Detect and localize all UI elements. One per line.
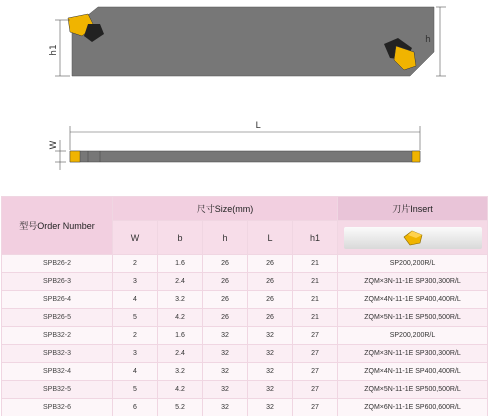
cell-h1: 27 bbox=[293, 399, 338, 416]
cell-b: 3.2 bbox=[158, 363, 203, 381]
L-label: L bbox=[255, 121, 261, 131]
cell-h1: 21 bbox=[293, 255, 338, 273]
cell-model: SPB26-4 bbox=[2, 291, 113, 309]
table-row bbox=[2, 273, 488, 291]
cell-w: 5 bbox=[113, 381, 158, 399]
cell-model: SPB32-3 bbox=[2, 345, 113, 363]
cell-h: 32 bbox=[203, 363, 248, 381]
insert-image bbox=[344, 227, 482, 249]
L-dimension bbox=[70, 126, 420, 150]
w-header: W bbox=[113, 221, 158, 255]
cell-b: 4.2 bbox=[158, 381, 203, 399]
cell-w: 2 bbox=[113, 255, 158, 273]
cell-insert: ZQM×4N-11-1E SP400,400R/L bbox=[338, 291, 488, 309]
insert-icon bbox=[402, 229, 424, 247]
table-row bbox=[2, 363, 488, 381]
cell-l: 32 bbox=[248, 327, 293, 345]
cell-h: 26 bbox=[203, 309, 248, 327]
cell-l: 32 bbox=[248, 345, 293, 363]
cell-insert: SP200,200R/L bbox=[338, 255, 488, 273]
cell-b: 4.2 bbox=[158, 309, 203, 327]
cell-model: SPB32-6 bbox=[2, 399, 113, 416]
spec-table bbox=[1, 196, 488, 416]
table-row bbox=[2, 399, 488, 416]
order-number-header: 型号Order Number bbox=[2, 197, 113, 255]
right-insert-top-icon bbox=[412, 151, 420, 162]
cell-w: 6 bbox=[113, 399, 158, 416]
cell-model: SPB26-3 bbox=[2, 273, 113, 291]
cell-h: 32 bbox=[203, 381, 248, 399]
cell-h: 32 bbox=[203, 327, 248, 345]
cell-insert: ZQM×4N-11-1E SP400,400R/L bbox=[338, 363, 488, 381]
cell-model: SPB26-5 bbox=[2, 309, 113, 327]
cell-w: 4 bbox=[113, 291, 158, 309]
cell-h1: 27 bbox=[293, 381, 338, 399]
cell-l: 26 bbox=[248, 255, 293, 273]
cell-insert: ZQM×6N-11-1E SP600,600R/L bbox=[338, 399, 488, 416]
cell-h: 32 bbox=[203, 399, 248, 416]
table-row bbox=[2, 309, 488, 327]
cell-w: 3 bbox=[113, 273, 158, 291]
cell-h: 26 bbox=[203, 291, 248, 309]
cell-l: 26 bbox=[248, 309, 293, 327]
cell-insert: SP200,200R/L bbox=[338, 327, 488, 345]
cell-b: 3.2 bbox=[158, 291, 203, 309]
insert-header: 刀片Insert bbox=[338, 197, 488, 221]
cell-b: 2.4 bbox=[158, 273, 203, 291]
cell-model: SPB26-2 bbox=[2, 255, 113, 273]
cell-w: 3 bbox=[113, 345, 158, 363]
tool-drawing bbox=[0, 0, 488, 200]
cell-h: 32 bbox=[203, 345, 248, 363]
table-row bbox=[2, 291, 488, 309]
spec-rows bbox=[2, 255, 488, 416]
b-header: b bbox=[158, 221, 203, 255]
blade-body-side-view bbox=[72, 7, 434, 76]
cell-model: SPB32-4 bbox=[2, 363, 113, 381]
cell-l: 32 bbox=[248, 399, 293, 416]
cell-l: 32 bbox=[248, 381, 293, 399]
cell-h: 26 bbox=[203, 273, 248, 291]
table-row bbox=[2, 345, 488, 363]
cell-model: SPB32-5 bbox=[2, 381, 113, 399]
cell-insert: ZQM×3N-11-1E SP300,300R/L bbox=[338, 345, 488, 363]
cell-insert: ZQM×3N-11-1E SP300,300R/L bbox=[338, 273, 488, 291]
cell-h1: 27 bbox=[293, 327, 338, 345]
h-header: h bbox=[203, 221, 248, 255]
cell-b: 1.6 bbox=[158, 327, 203, 345]
cell-l: 26 bbox=[248, 291, 293, 309]
cell-b: 2.4 bbox=[158, 345, 203, 363]
cell-h1: 21 bbox=[293, 309, 338, 327]
cell-w: 5 bbox=[113, 309, 158, 327]
table-row bbox=[2, 381, 488, 399]
l-header: L bbox=[248, 221, 293, 255]
cell-insert: ZQM×5N-11-1E SP500,500R/L bbox=[338, 309, 488, 327]
cell-l: 26 bbox=[248, 273, 293, 291]
h1-label: h1 bbox=[49, 44, 59, 56]
cell-w: 2 bbox=[113, 327, 158, 345]
cell-model: SPB32-2 bbox=[2, 327, 113, 345]
cell-h: 26 bbox=[203, 255, 248, 273]
size-header: 尺寸Size(mm) bbox=[113, 197, 338, 221]
cell-b: 1.6 bbox=[158, 255, 203, 273]
insert-image-cell bbox=[338, 221, 488, 255]
cell-insert: ZQM×5N-11-1E SP500,500R/L bbox=[338, 381, 488, 399]
left-insert-top-icon bbox=[70, 151, 80, 162]
cell-h1: 27 bbox=[293, 345, 338, 363]
h1-header: h1 bbox=[293, 221, 338, 255]
cell-b: 5.2 bbox=[158, 399, 203, 416]
table-row bbox=[2, 255, 488, 273]
cell-h1: 21 bbox=[293, 273, 338, 291]
cell-w: 4 bbox=[113, 363, 158, 381]
cell-l: 32 bbox=[248, 363, 293, 381]
cell-h1: 27 bbox=[293, 363, 338, 381]
table-row bbox=[2, 327, 488, 345]
blade-body-top-view bbox=[70, 151, 420, 162]
h-dimension bbox=[436, 7, 446, 76]
h-label: h bbox=[425, 35, 431, 45]
cell-h1: 21 bbox=[293, 291, 338, 309]
W-label: W bbox=[49, 140, 59, 150]
